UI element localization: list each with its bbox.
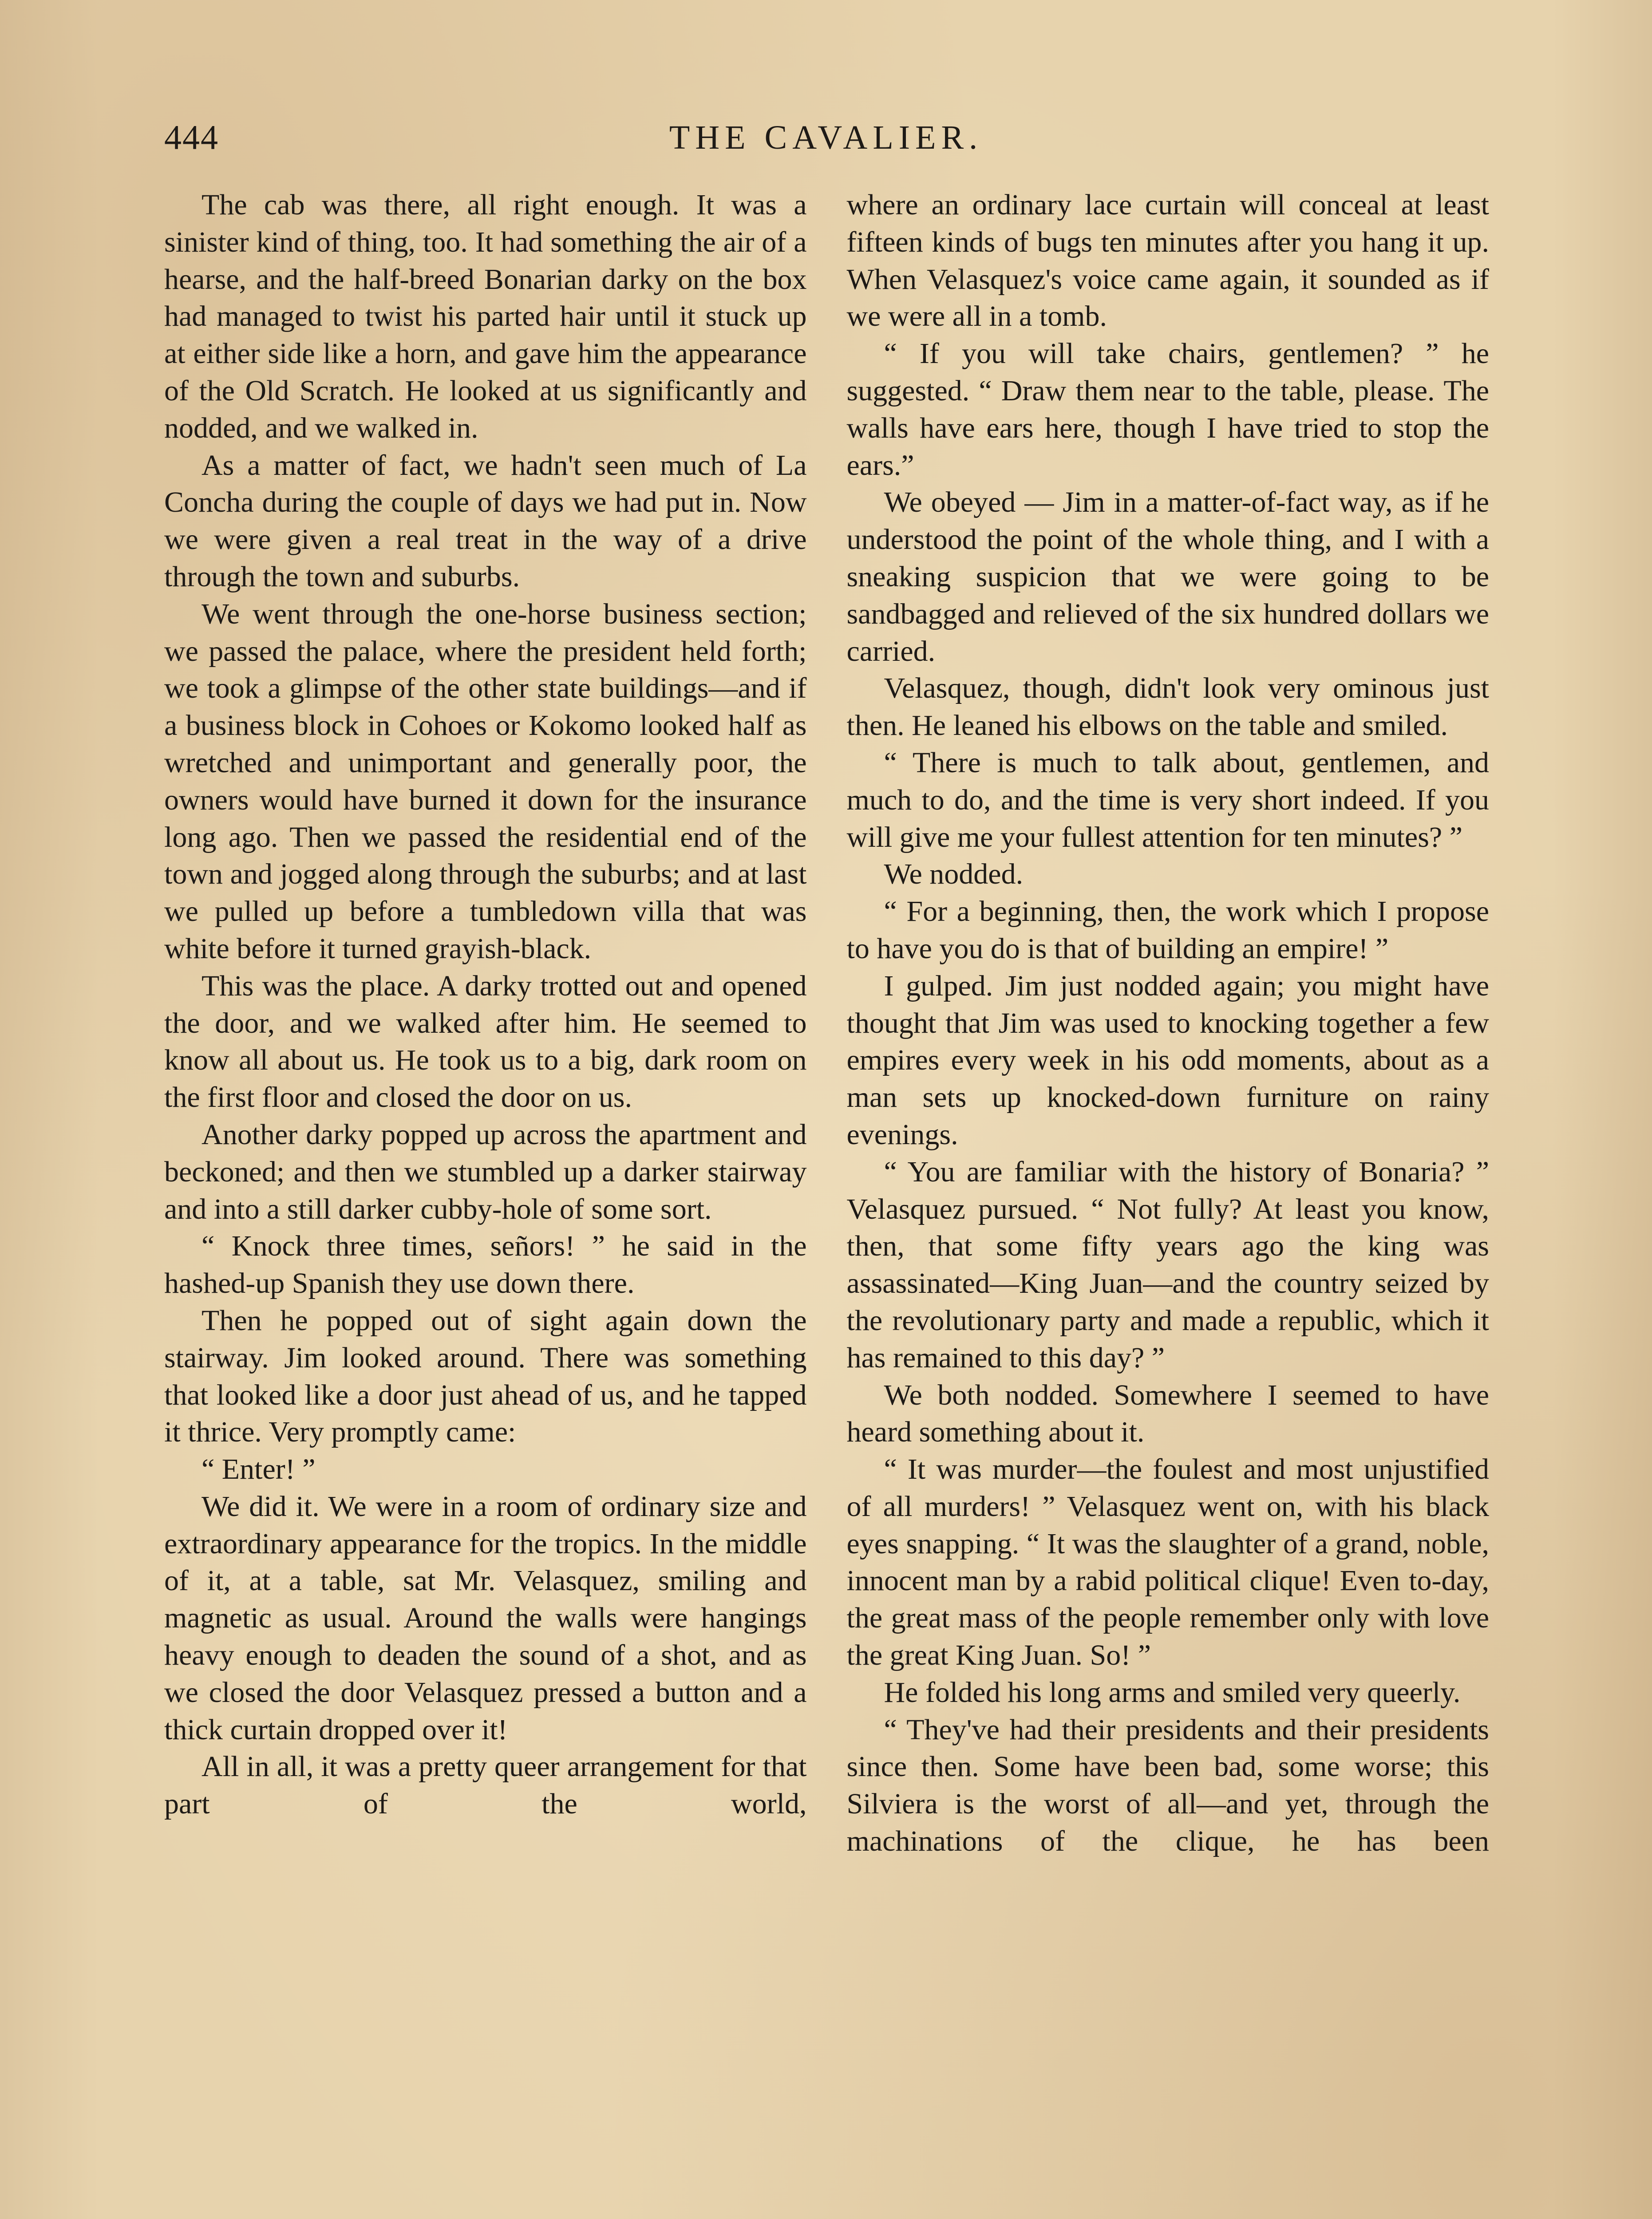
paragraph: All in all, it was a pretty queer arrangement for that part of the world, [164, 1750, 807, 1820]
paragraph: We both nodded. Somewhere I seemed to have heard something about it. [846, 1378, 1489, 1449]
paragraph: Velasquez, though, didn't look very ominous just then. He leaned his elbows on the table and smiled. [846, 672, 1489, 742]
page-header [164, 111, 1488, 164]
paragraph: This was the place. A darky trotted out and opened the door, and we walked after him. He seemed to know all about us. He took us to a big, dark room on the first floor and closed the door on us. [164, 969, 807, 1114]
paragraph: We did it. We were in a room of ordinary size and extraordinary appearance for the tropics. In the middle of it, at a table, sat Mr. Velasquez, smiling and magnetic as usual. Around the walls were hangings heavy enough to deaden the sound of a shot, and as we closed the door Velasquez pressed a button and a thick curtain dropped over it! [164, 1490, 807, 1746]
page-number: 444 [164, 118, 219, 157]
text-columns [164, 186, 1489, 1860]
paragraph: “ For a beginning, then, the work which I propose to have you do is that of building an empire! ” [846, 895, 1489, 965]
paragraph: We obeyed — Jim in a matter-of-fact way, as if he understood the point of the whole thing, and I with a sneaking suspicion that we were going to be sandbagged and relieved of the six hundred dollars we carried. [846, 486, 1489, 667]
paragraph: We nodded. [884, 858, 1024, 891]
paragraph: He folded his long arms and smiled very queerly. [884, 1676, 1461, 1709]
paragraph: “ It was murder—the foulest and most unjustified of all murders! ” Velasquez went on, with his black eyes snapping. “ It was the slaughter of a grand, noble, innocent man by a rabid political clique! Even to-day, the great mass of the people remember only with love the great King Juan. So! ” [846, 1453, 1489, 1672]
running-head: THE CAVALIER. [669, 118, 983, 156]
paragraph: “ Enter! ” [202, 1453, 316, 1486]
left-column [164, 186, 807, 1860]
paragraph: We went through the one-horse business section; we passed the palace, where the president held forth; we took a glimpse of the other state buildings—and if a business block in Cohoes or Kokomo looked half as wretched and unimportant and generally poor, the owners would have burned it down for the insurance long ago. Then we passed the residential end of the town and jogged along through the suburbs; and at last we pulled up before a tumbledown villa that was white before it turned grayish-black. [164, 597, 807, 965]
paragraph: “ You are familiar with the history of Bonaria? ” Velasquez pursued. “ Not fully? At least you know, then, that some fifty years ago the king was assassinated—King Juan—and the country seized by the revolutionary party and made a republic, which it has remained to this day? ” [846, 1155, 1489, 1374]
paragraph: I gulped. Jim just nodded again; you might have thought that Jim was used to knocking together a few empires every week in his odd moments, about as a man sets up knocked-down furniture on rainy evenings. [846, 969, 1489, 1151]
paragraph: Another darky popped up across the apartment and beckoned; and then we stumbled up a darker stairway and into a still darker cubby-hole of some sort. [164, 1118, 807, 1225]
paragraph: The cab was there, all right enough. It was a sinister kind of thing, too. It had something the air of a hearse, and the half-breed Bonarian darky on the box had managed to twist his parted hair until it stuck up at either side like a horn, and gave him the appearance of the Old Scratch. He looked at us significantly and nodded, and we walked in. [164, 189, 807, 444]
right-column [847, 186, 1490, 1860]
paragraph: where an ordinary lace curtain will conceal at least fifteen kinds of bugs ten minutes after you hang it up. When Velasquez's voice came again, it sounded as if we were all in a tomb. [846, 189, 1489, 333]
paragraph: Then he popped out of sight again down the stairway. Jim looked around. There was something that looked like a door just ahead of us, and he tapped it thrice. Very promptly came: [164, 1304, 807, 1449]
paragraph: “ If you will take chairs, gentlemen? ” he suggested. “ Draw them near to the table, please. The walls have ears here, though I have tried to stop the ears.” [846, 337, 1489, 482]
paragraph: “ They've had their presidents and their presidents since then. Some have been bad, some worse; this Silviera is the worst of all—and yet, through the machinations of the clique, he has been [846, 1713, 1489, 1858]
paragraph: “ There is much to talk about, gentlemen, and much to do, and the time is very short indeed. If you will give me your fullest attention for ten minutes? ” [846, 746, 1489, 853]
paragraph: As a matter of fact, we hadn't seen much of La Concha during the couple of days we had put in. Now we were given a real treat in the way of a drive through the town and suburbs. [164, 449, 807, 593]
paragraph: “ Knock three times, señors! ” he said in the hashed-up Spanish they use down there. [164, 1230, 807, 1300]
